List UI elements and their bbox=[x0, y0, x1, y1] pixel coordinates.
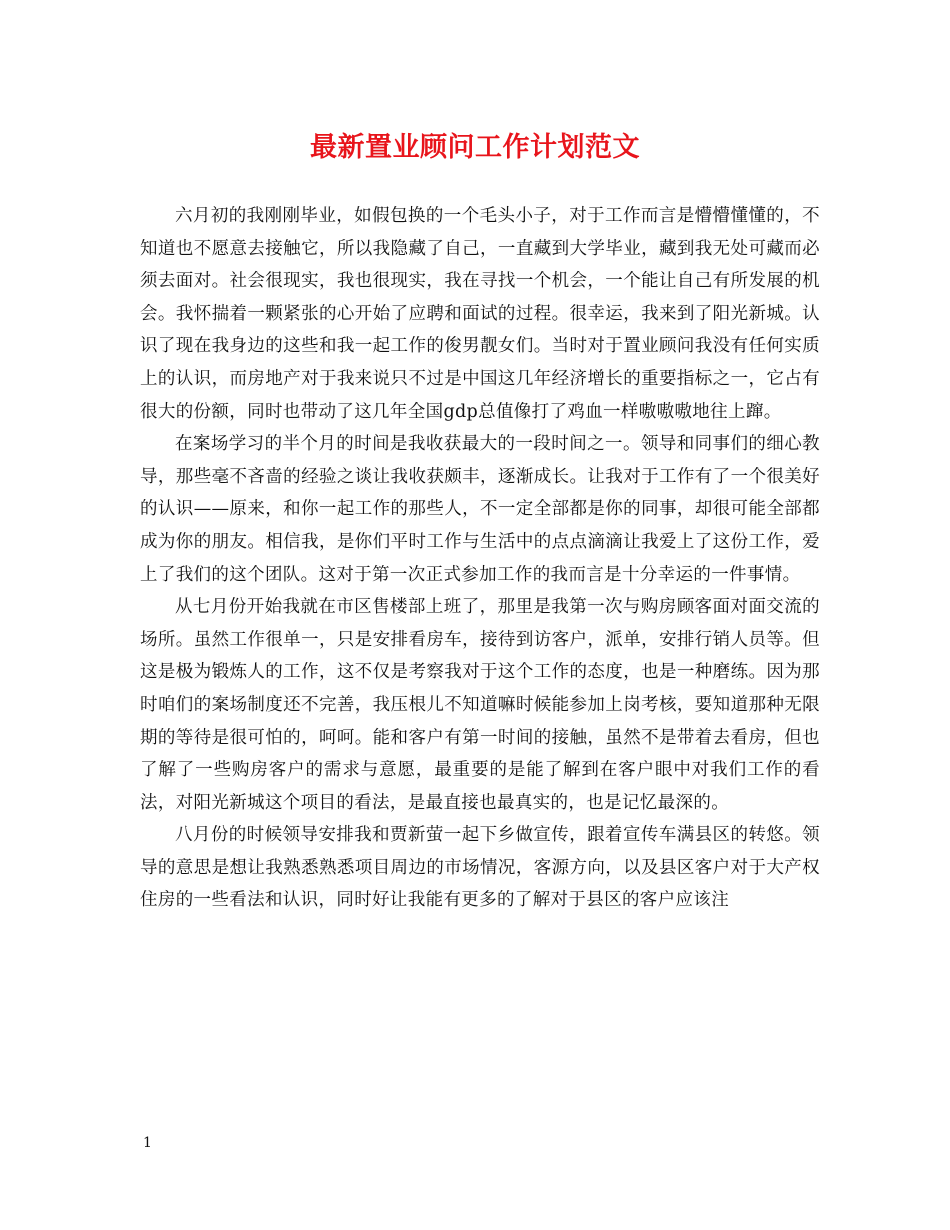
page-title: 最新置业顾问工作计划范文 bbox=[310, 132, 640, 163]
paragraph-2: 在案场学习的半个月的时间是我收获最大的一段时间之一。领导和同事们的细心教导，那些毫不吝啬的经验之谈让我收获颇丰，逐渐成长。让我对于工作有了一个很美好的认识——原来，和你一起工作的那些人，不一定全部都是你的同事，却很可能全部都成为你的朋友。相信我，是你们平时工作与生活中的点点滴滴让我爱上了这份工作，爱上了我们的这个团队。这对于第一次正式参加工作的我而言是十分幸运的一件事情。 bbox=[140, 434, 820, 585]
paragraph-3: 从七月份开始我就在市区售楼部上班了，那里是我第一次与购房顾客面对面交流的场所。虽然工作很单一，只是安排看房车，接待到访客户，派单，安排行销人员等。但这是极为锻炼人的工作，这不仅是考察我对于这个工作的态度，也是一种磨练。因为那时咱们的案场制度还不完善，我压根儿不知道嘛时候能参加上岗考核，要知道那种无限期的等待是很可怕的，呵呵。能和客户有第一时间的接触，虽然不是带着去看房，但也了解了一些购房客户的需求与意愿，最重要的是能了解到在客户眼中对我们工作的看法，对阳光新城这个项目的看法，是最直接也最真实的，也是记忆最深的。 bbox=[140, 597, 820, 813]
paragraph-4: 八月份的时候领导安排我和贾新萤一起下乡做宣传，跟着宣传车满县区的转悠。领导的意思是想让我熟悉熟悉项目周边的市场情况，客源方向，以及县区客户对于大产权住房的一些看法和认识，同时好让我能有更多的了解对于县区的客户应该注 bbox=[140, 825, 820, 911]
document-body bbox=[140, 200, 820, 917]
paragraph-1: 六月初的我刚刚毕业，如假包换的一个毛头小子，对于工作而言是懵懵懂懂的，不知道也不愿意去接触它，所以我隐藏了自己，一直藏到大学毕业，藏到我无处可藏而必须去面对。社会很现实，我也很现实，我在寻找一个机会，一个能让自己有所发展的机会。我怀揣着一颗紧张的心开始了应聘和面试的过程。很幸运，我来到了阳光新城。认识了现在我身边的这些和我一起工作的俊男靓女们。当时对于置业顾问我没有任何实质上的认识，而房地产对于我来说只不过是中国这几年经济增长的重要指标之一，它占有很大的份额，同时也带动了这几年全国gdp总值像打了鸡血一样嗷嗷嗷地往上蹿。 bbox=[140, 206, 820, 422]
page-number: 1 bbox=[143, 1135, 152, 1151]
